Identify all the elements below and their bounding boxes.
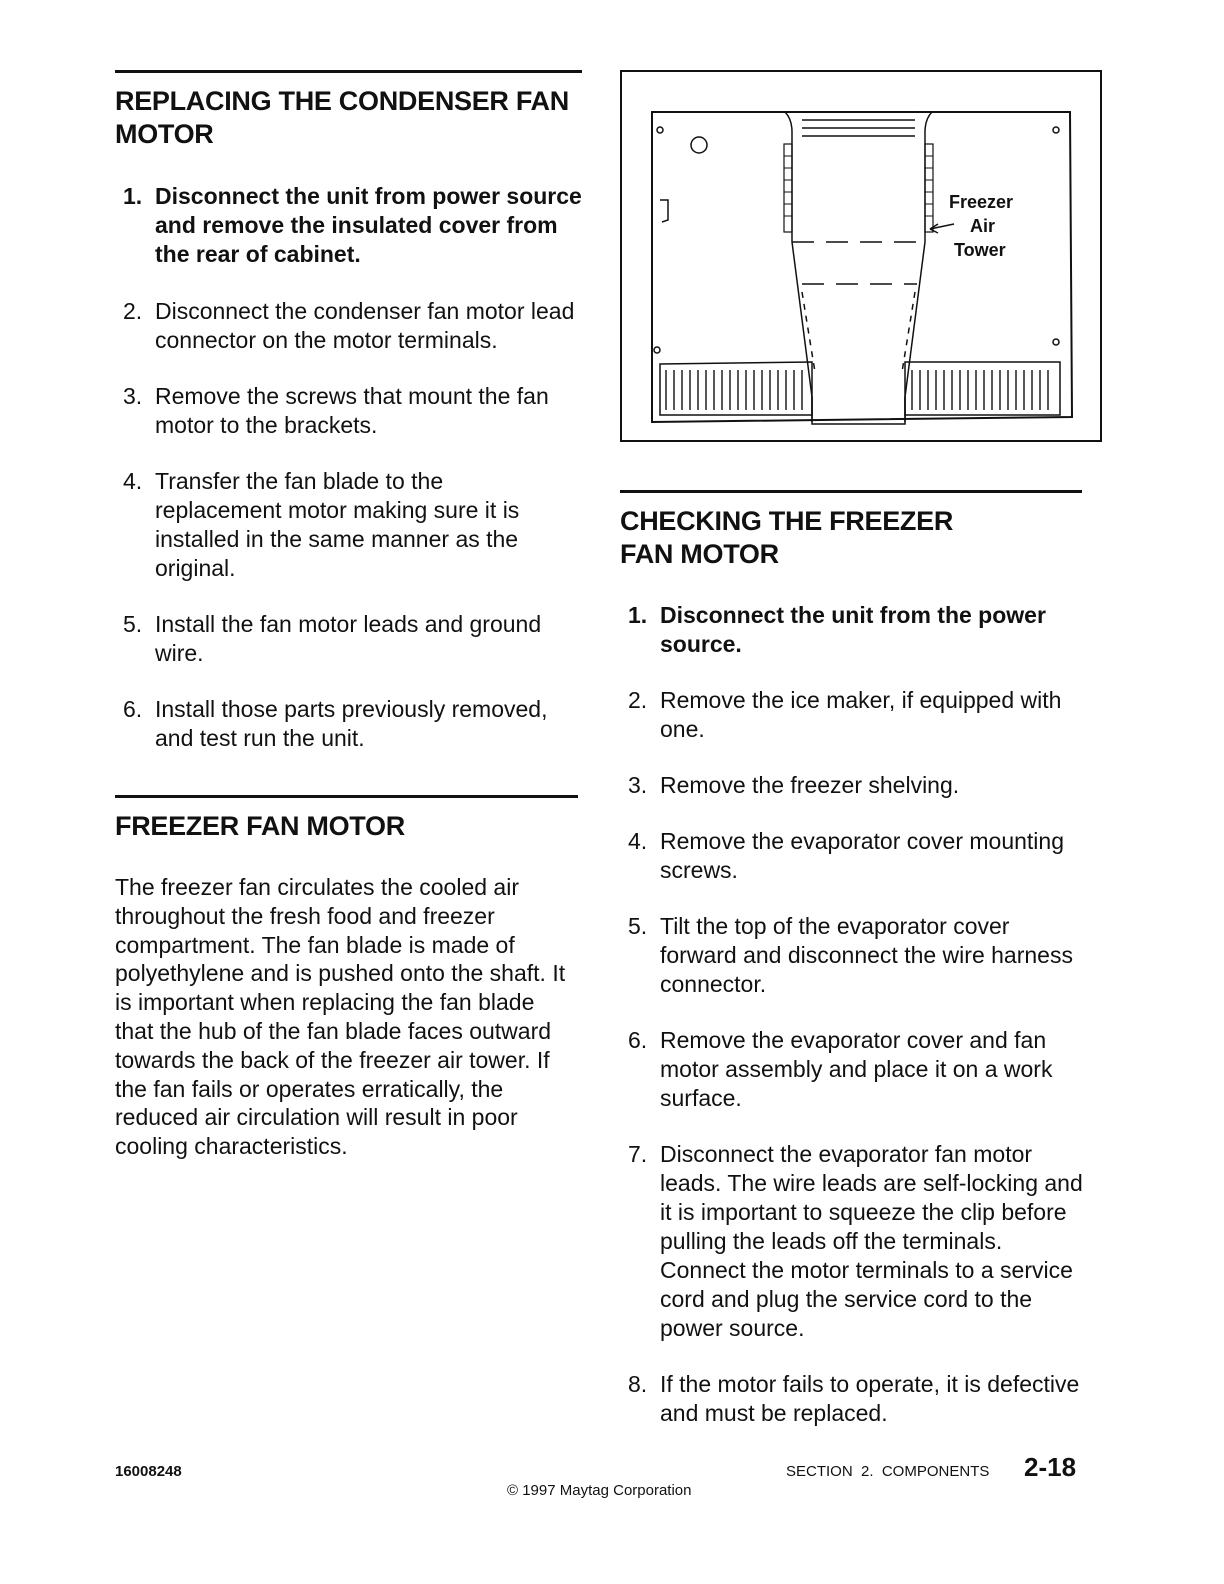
section-rule xyxy=(115,795,578,798)
list-item: 8. If the motor fails to operate, it is defective and must be replaced. xyxy=(628,1371,1080,1426)
list-item: 1. Disconnect the unit from power source and remove the insulated cover from the rear of cabinet. xyxy=(123,183,582,267)
freezer-fan-section xyxy=(115,795,585,1161)
list-item: 7. Disconnect the evaporator fan motor leads. The wire leads are self-locking and it is important to squeeze the clip before pulling the leads off the terminals. Connect the motor terminals to a service cord and plug the service cord to the power source. xyxy=(628,1141,1083,1341)
freezer-fan-section-title: FREEZER FAN MOTOR xyxy=(115,811,405,841)
figure-label-line3: Tower xyxy=(954,240,1006,260)
figure-label-line2: Air xyxy=(970,216,996,236)
page-number: 2-18 xyxy=(1024,1452,1077,1482)
list-item: 3. Remove the freezer shelving. xyxy=(628,772,960,798)
freezer-air-tower-diagram xyxy=(622,72,1100,440)
section-rule xyxy=(115,70,582,73)
list-item: 4. Transfer the fan blade to the replacement motor making sure it is installed in the same manner as the original. xyxy=(123,468,520,581)
right-column xyxy=(620,490,1085,1428)
list-item: 4. Remove the evaporator cover mounting screws. xyxy=(628,828,1064,883)
figure-box xyxy=(620,70,1102,442)
section-rule xyxy=(620,490,1082,493)
list-item: 6. Install those parts previously removed, and test run the unit. xyxy=(123,696,548,751)
left-column xyxy=(115,70,590,753)
list-item: 2. Disconnect the condenser fan motor lead connector on the motor terminals. xyxy=(123,298,575,353)
condenser-section-title: REPLACING THE CONDENSER FAN MOTOR xyxy=(115,86,569,149)
list-item: 5. Install the fan motor leads and ground wire. xyxy=(123,611,542,666)
condenser-steps-list xyxy=(115,182,590,753)
list-item: 2. Remove the ice maker, if equipped with one. xyxy=(628,687,1062,742)
list-item: 1. Disconnect the unit from the power source. xyxy=(628,602,1046,657)
freezer-fan-paragraph: The freezer fan circulates the cooled air throughout the fresh food and freezer compartment. The fan blade is made of polyethylene and is pushed onto the shaft. It is important when replacing the fan blade that the hub of the fan blade faces outward towards the back of the freezer air tower. If the fan fails or operates erratically, the reduced air circulation will result in poor cooling characteristics. xyxy=(115,874,566,1160)
checking-steps-list xyxy=(620,601,1085,1428)
figure-label-line1: Freezer xyxy=(949,192,1014,212)
section-label: SECTION 2. COMPONENTS xyxy=(786,1463,990,1480)
list-item: 3. Remove the screws that mount the fan motor to the brackets. xyxy=(123,383,549,438)
list-item: 5. Tilt the top of the evaporator cover forward and disconnect the wire harness connector. xyxy=(628,913,1073,997)
doc-number: 16008248 xyxy=(115,1463,182,1480)
checking-section-title: CHECKING THE FREEZER FAN MOTOR xyxy=(620,506,954,569)
copyright: © 1997 Maytag Corporation xyxy=(507,1482,692,1499)
list-item: 6. Remove the evaporator cover and fan motor assembly and place it on a work surface. xyxy=(628,1027,1053,1111)
